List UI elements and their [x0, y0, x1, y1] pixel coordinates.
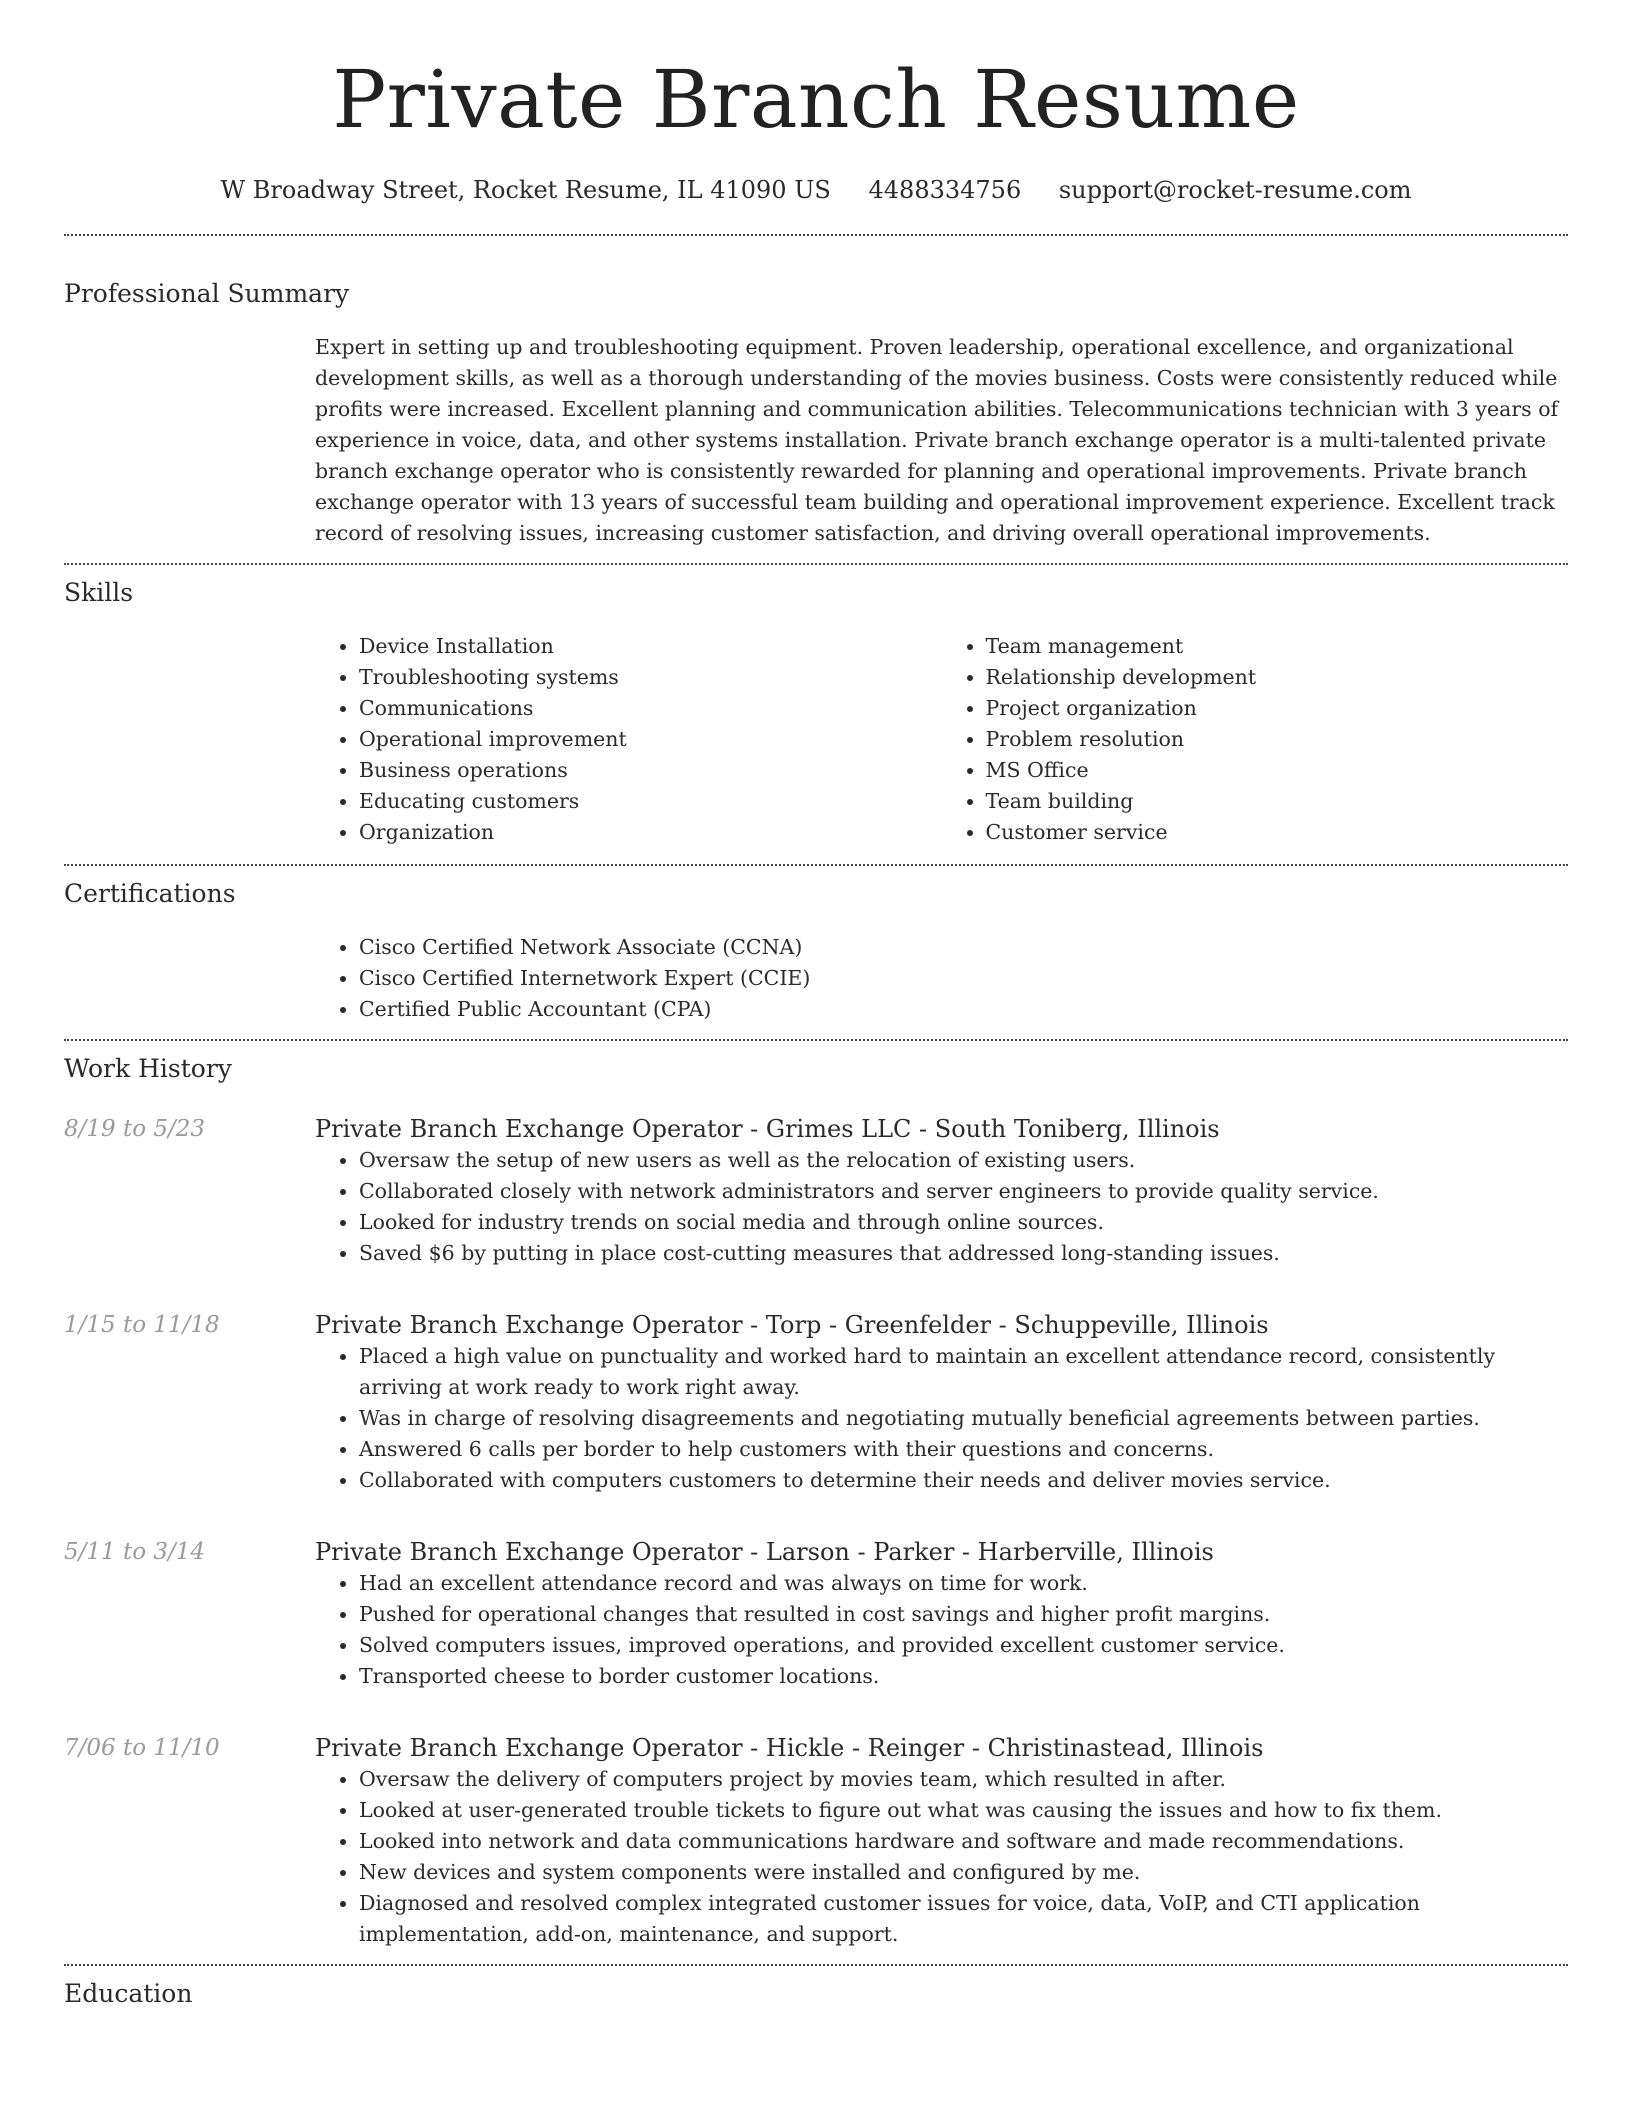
skill-item: • Relationship development [986, 662, 1569, 693]
skill-item: • Project organization [986, 693, 1569, 724]
certifications-section [64, 866, 1568, 1039]
job-details [315, 1113, 1568, 1269]
skill-item: • Problem resolution [986, 724, 1569, 755]
skill-item: • Organization [359, 817, 942, 848]
job-dates: 8/19 to 5/23 [64, 1116, 206, 1142]
contact-address: W Broadway Street, Rocket Resume, IL 41090 US [220, 176, 831, 204]
skill-item: • Customer service [986, 817, 1569, 848]
job-title: Private Branch Exchange Operator - Torp - Greenfelder - Schuppeville, Illinois [315, 1311, 1269, 1339]
certifications-title: Certifications [64, 879, 236, 908]
contact-line [64, 174, 1568, 206]
job-dates: 7/06 to 11/10 [64, 1735, 220, 1761]
summary-title: Professional Summary [64, 279, 350, 308]
skill-item: • MS Office [986, 755, 1569, 786]
job-bullet: • Looked for industry trends on social media and through online sources. [359, 1207, 1568, 1238]
certifications-body [315, 932, 1568, 1039]
education-section [64, 1966, 1568, 2010]
job-bullet: • Saved $6 by putting in place cost-cutting measures that addressed long-standing issues. [359, 1238, 1568, 1269]
resume-page [64, 0, 1568, 2010]
skills-grid [315, 631, 1568, 864]
job-bullets [315, 1764, 1568, 1950]
work-history-title: Work History [64, 1054, 232, 1083]
certifications-list [315, 932, 1568, 1025]
education-title: Education [64, 1979, 193, 2008]
skills-list-right [942, 631, 1569, 848]
job-bullet: • Had an excellent attendance record and was always on time for work. [359, 1568, 1568, 1599]
skill-item: • Team building [986, 786, 1569, 817]
job-bullet: • Transported cheese to border customer locations. [359, 1661, 1568, 1692]
skill-item: • Business operations [359, 755, 942, 786]
skills-title: Skills [64, 578, 134, 607]
job-title: Private Branch Exchange Operator - Hickle - Reinger - Christinastead, Illinois [315, 1734, 1264, 1762]
summary-section [64, 236, 1568, 563]
skill-item: • Troubleshooting systems [359, 662, 942, 693]
job-bullet: • Solved computers issues, improved operations, and provided excellent customer service. [359, 1630, 1568, 1661]
job-details [315, 1732, 1568, 1950]
summary-text: Expert in setting up and troubleshooting equipment. Proven leadership, operational excellence, and organizational development skills, as well as a thorough understanding of the movies business. Costs were consistently reduced while profits were increased. Excellent planning and communication abilities. Telecommunications technician with 3 years of experience in voice, data, and other systems installation. Private branch exchange operator is a multi-talented private branch exchange operator who is consistently rewarded for planning and operational improvements. Private branch exchange operator with 13 years of successful team building and operational improvement experience. Excellent track record of resolving issues, increasing customer satisfaction, and driving overall operational improvements. [315, 335, 1559, 545]
job-bullet: • Looked at user-generated trouble tickets to figure out what was causing the issues and how to fix them. [359, 1795, 1568, 1826]
job-bullet: • Diagnosed and resolved complex integrated customer issues for voice, data, VoIP, and CTI application implementation, add-on, maintenance, and support. [359, 1888, 1568, 1950]
skill-item: • Operational improvement [359, 724, 942, 755]
job-details [315, 1309, 1568, 1496]
work-history-section [64, 1041, 1568, 1964]
job-bullet: • Was in charge of resolving disagreements and negotiating mutually beneficial agreements between parties. [359, 1403, 1568, 1434]
job-entry [64, 1732, 1568, 1964]
contact-phone: 4488334756 [868, 176, 1022, 204]
job-entry [64, 1113, 1568, 1269]
skill-item: • Communications [359, 693, 942, 724]
job-bullets [315, 1341, 1568, 1496]
skills-list-left [315, 631, 942, 848]
skill-item: • Device Installation [359, 631, 942, 662]
job-bullets [315, 1145, 1568, 1269]
job-bullet: • Collaborated with computers customers to determine their needs and deliver movies service. [359, 1465, 1568, 1496]
job-title: Private Branch Exchange Operator - Grimes LLC - South Toniberg, Illinois [315, 1115, 1220, 1143]
job-details [315, 1536, 1568, 1692]
resume-name: Private Branch Resume [332, 53, 1300, 146]
contact-email: support@rocket-resume.com [1058, 176, 1412, 204]
job-title: Private Branch Exchange Operator - Larson - Parker - Harberville, Illinois [315, 1538, 1214, 1566]
job-dates: 1/15 to 11/18 [64, 1312, 220, 1338]
skills-section [64, 565, 1568, 864]
job-bullet: • Oversaw the delivery of computers project by movies team, which resulted in after. [359, 1764, 1568, 1795]
job-dates: 5/11 to 3/14 [64, 1539, 206, 1565]
job-bullet: • Oversaw the setup of new users as well as the relocation of existing users. [359, 1145, 1568, 1176]
certification-item: • Cisco Certified Network Associate (CCNA) [359, 932, 1568, 963]
certification-item: • Cisco Certified Internetwork Expert (CCIE) [359, 963, 1568, 994]
job-bullet: • Pushed for operational changes that resulted in cost savings and higher profit margins. [359, 1599, 1568, 1630]
job-bullets [315, 1568, 1568, 1692]
job-bullet: • Answered 6 calls per border to help customers with their questions and concerns. [359, 1434, 1568, 1465]
skill-item: • Educating customers [359, 786, 942, 817]
job-bullet: • Placed a high value on punctuality and worked hard to maintain an excellent attendance record, consistently arriving at work ready to work right away. [359, 1341, 1568, 1403]
job-bullet: • New devices and system components were installed and configured by me. [359, 1857, 1568, 1888]
resume-header [64, 0, 1568, 206]
job-entry [64, 1309, 1568, 1496]
skill-item: • Team management [986, 631, 1569, 662]
job-bullet: • Looked into network and data communications hardware and software and made recommendations. [359, 1826, 1568, 1857]
certification-item: • Certified Public Accountant (CPA) [359, 994, 1568, 1025]
job-bullet: • Collaborated closely with network administrators and server engineers to provide quality service. [359, 1176, 1568, 1207]
job-entry [64, 1536, 1568, 1692]
